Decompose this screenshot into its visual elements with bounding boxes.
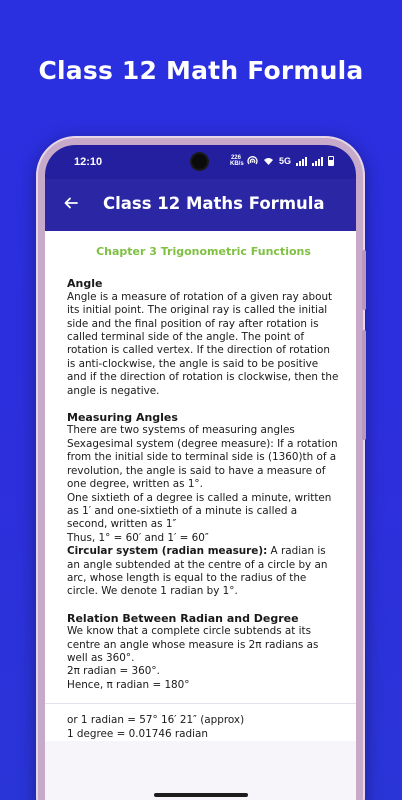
data-rate: 226 KB/s bbox=[229, 155, 244, 167]
app-title: Class 12 Maths Formula bbox=[103, 194, 325, 213]
formula-content bbox=[45, 231, 356, 701]
circular-system-paragraph bbox=[67, 545, 340, 599]
signal-icon bbox=[296, 157, 307, 166]
back-arrow-icon[interactable] bbox=[59, 191, 83, 215]
section-line: Hence, π radian = 180° bbox=[67, 678, 190, 691]
gesture-nav-bar[interactable] bbox=[154, 793, 248, 797]
section-line: There are two systems of measuring angles bbox=[67, 424, 295, 437]
section-heading: Measuring Angles bbox=[67, 411, 178, 425]
app-bar bbox=[45, 179, 356, 231]
section-line: Sexagesimal system (degree measure): If a rotation from the initial side to terminal side is (1360)th of a revolution, the angle is said to have a measure of one degree, written as 1°. bbox=[67, 437, 338, 491]
sub-heading: Circular system (radian measure): bbox=[67, 545, 268, 558]
hotspot-icon bbox=[247, 156, 258, 166]
chapter-title: Chapter 3 Trigonometric Functions bbox=[96, 245, 311, 258]
section-measuring-angles bbox=[67, 411, 340, 599]
section-line: One sixtieth of a degree is called a minute, written as 1′ and one-sixtieth of a minute is called a second, written as 1″ bbox=[67, 491, 332, 531]
lower-line: or 1 radian = 57° 16′ 21″ (approx) bbox=[67, 714, 245, 726]
section-heading: Relation Between Radian and Degree bbox=[67, 611, 299, 625]
section-angle bbox=[67, 277, 340, 398]
section-heading: Angle bbox=[67, 277, 103, 291]
status-icons bbox=[230, 155, 334, 167]
section-radian-degree bbox=[67, 612, 340, 692]
wifi-call-icon bbox=[263, 156, 274, 166]
section-line: Thus, 1° = 60′ and 1′ = 60″ bbox=[67, 531, 209, 544]
network-label: 5G bbox=[278, 156, 291, 166]
phone-screen bbox=[45, 145, 356, 800]
phone-volume-button bbox=[362, 330, 366, 440]
sub-body: A radian is an angle subtended at the centre of a circle by an arc, whose length is equal to the radius of the circle. We denote 1 radian by 1°. bbox=[67, 545, 328, 598]
phone-power-button bbox=[362, 250, 366, 310]
front-camera bbox=[192, 154, 207, 169]
section-line: 2π radian = 360°. bbox=[67, 665, 160, 678]
promo-title: Class 12 Math Formula bbox=[38, 56, 364, 85]
lower-content bbox=[45, 713, 356, 743]
bottom-area bbox=[45, 741, 356, 800]
content-divider bbox=[45, 703, 356, 704]
lower-line: 1 degree = 0.01746 radian bbox=[67, 728, 208, 740]
status-bar bbox=[45, 145, 356, 179]
signal-2-icon bbox=[312, 157, 323, 166]
battery-icon bbox=[328, 156, 334, 166]
status-time: 12:10 bbox=[74, 156, 103, 168]
section-line: We know that a complete circle subtends at its centre an angle whose measure is 2π radians as well as 360°. bbox=[67, 625, 319, 664]
section-body: Angle is a measure of rotation of a given ray about its initial point. The original ray is called the initial side and the final position of ray after rotation is called terminal side of the angle. The point of rotation is called vertex. If the direction of rotation is anti-clockwise, the angle is said to be positive and if the direction of rotation is clockwise, then the angle is negative. bbox=[67, 290, 339, 397]
